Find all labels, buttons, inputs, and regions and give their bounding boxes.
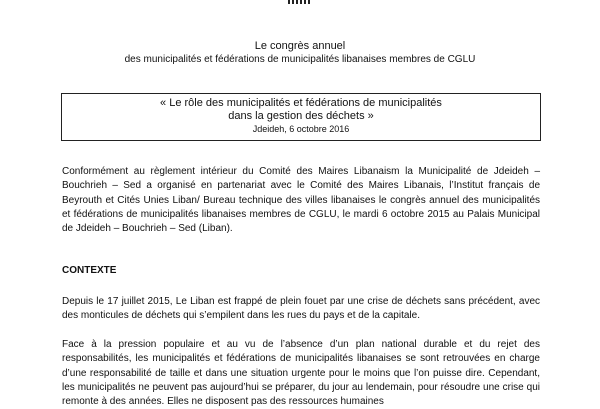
intro-paragraph: Conformément au règlement intérieur du Comité des Maires Libanaism la Municipalité de Jdeideh – Bouchrieh – Sed a organisé en partenariat avec le Comité des Maires Libanais, l’Institut français de Beyrouth et Cités Unies Liban/ Bureau technique des villes libanaises le congrès annuel des municipalités et fédérations de municipalités libanaises membres de CGLU, le mardi 6 octobre 2015 au Palais Municipal de Jdeideh – Bouchrieh – Sed (Liban).: [62, 166, 540, 235]
title-line-1: « Le rôle des municipalités et fédérations de municipalités: [160, 97, 442, 109]
section-heading-contexte: CONTEXTE: [62, 265, 117, 276]
congress-title: Le congrès annuel: [254, 40, 346, 52]
title-box: [61, 93, 541, 141]
title-date: Jdeideh, 6 octobre 2016: [252, 124, 350, 134]
context-paragraph-2: Face à la pression populaire et au vu de l’absence d’un plan national durable et du rejet des responsabilités, les municipalités et fédérations de municipalités libanaises se sont retrouvées en charge d’une responsabilité de taille et dans une situation urgente pour le moins que l’on puisse dire. Cependant, les municipalités ne peuvent pas aujourd’hui se préparer, du jour au lendemain, pour résoudre une crise qui remonte à des années. Elles ne disposent pas des ressources humaines: [62, 339, 540, 408]
context-paragraph-1: Depuis le 17 juillet 2015, Le Liban est frappé de plein fouet par une crise de déchets sans précédent, avec des monticules de déchets qui s’empilent dans les rues du pays et de la capitale.: [62, 296, 540, 322]
title-line-2: dans la gestion des déchets »: [228, 110, 374, 122]
page-top-mark: [288, 0, 312, 4]
congress-subtitle: des municipalités et fédérations de municipalités libanaises membres de CGLU: [124, 54, 476, 65]
